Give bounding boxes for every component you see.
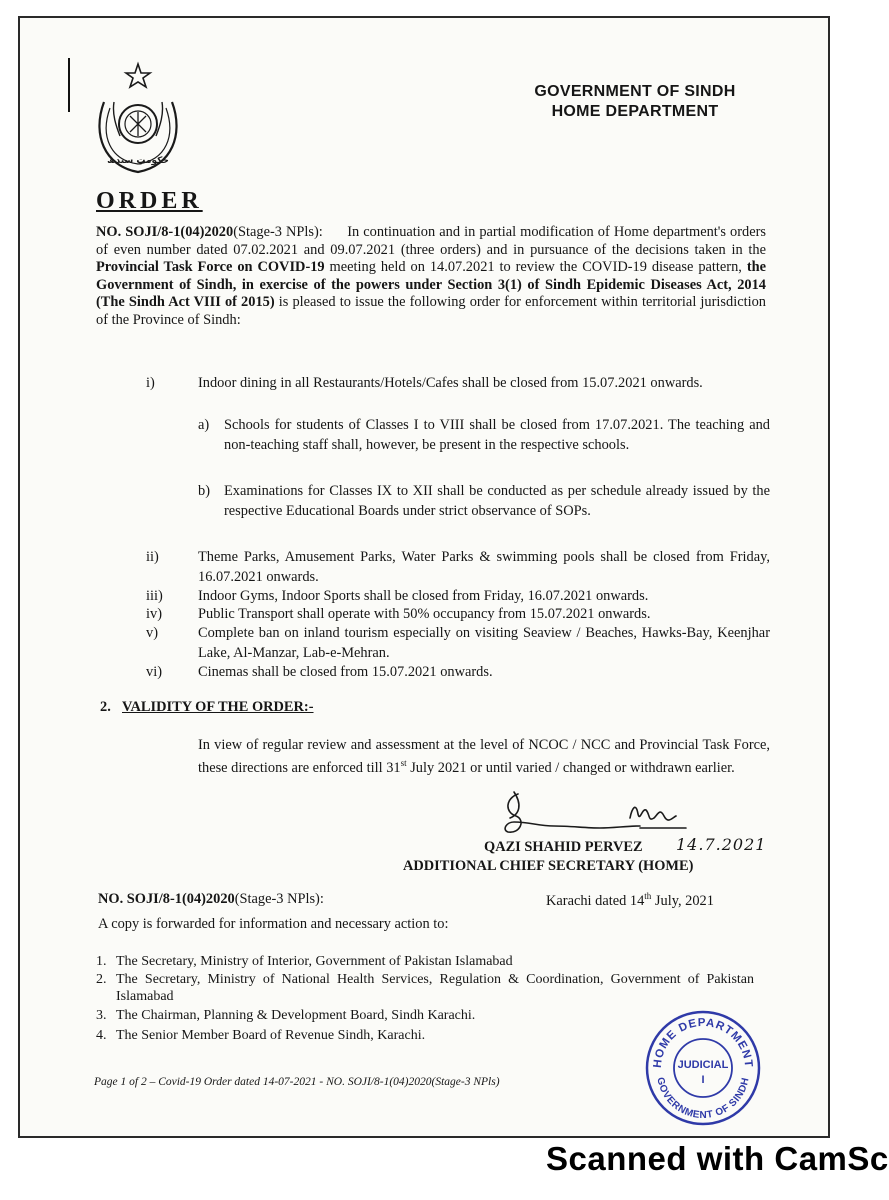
- place-date: Karachi dated 14th July, 2021: [546, 891, 714, 909]
- stamp-top-text: HOME DEPARTMENT: [651, 1016, 755, 1069]
- handwritten-date: 14.7.2021: [676, 835, 767, 854]
- recipient-number: 3.: [96, 1008, 107, 1023]
- margin-mark: [68, 58, 70, 112]
- order-reference: NO. SOJI/8-1(04)2020: [96, 224, 234, 240]
- item-number: vi): [146, 664, 162, 680]
- department-heading: [490, 82, 780, 122]
- recipient-number: 4.: [96, 1028, 107, 1043]
- subitem-number: b): [198, 483, 210, 499]
- item-text: Indoor dining in all Restaurants/Hotels/Cafes shall be closed from 15.07.2021 onwards.: [198, 375, 703, 391]
- page-footer: Page 1 of 2 – Covid-19 Order dated 14-07-2021 - NO. SOJI/8-1(04)2020(Stage-3 NPls): [94, 1076, 500, 1088]
- item-text: Theme Parks, Amusement Parks, Water Parks & swimming pools shall be closed from Friday, 16.07.2021 onwards.: [198, 549, 770, 585]
- stamp-center-label: JUDICIAL: [677, 1059, 729, 1071]
- intro-bold-2: the Government of Sindh, in exercise of the powers under Section 3(1) of Sindh Epidemic Diseases Act, 2014 (The Sindh Act VIII of 2015): [96, 259, 766, 310]
- item-number: i): [146, 375, 155, 391]
- forward-text: A copy is forwarded for information and necessary action to:: [98, 916, 449, 932]
- intro-text-3: is pleased to issue the following order for enforcement within territorial jurisdiction of the Province of Sindh:: [96, 294, 766, 328]
- recipient-text: The Senior Member Board of Revenue Sindh, Karachi.: [116, 1028, 426, 1043]
- item-number: iii): [146, 588, 163, 604]
- intro-text-2: meeting held on 14.07.2021 to review the COVID-19 disease pattern,: [324, 259, 747, 275]
- validity-text: In view of regular review and assessment at the level of NCOC / NCC and Provincial Task Force, these directions are enforced till 31st July 2021 or until varied / changed or withdrawn earlier.: [198, 737, 770, 776]
- document-page: [18, 16, 830, 1138]
- date-superscript: st: [400, 757, 407, 768]
- stamp-bottom-text: GOVERNMENT OF SINDH: [654, 1076, 752, 1122]
- recipient-text: The Secretary, Ministry of Interior, Government of Pakistan Islamabad: [116, 954, 513, 969]
- recipient-text: The Secretary, Ministry of National Health Services, Regulation & Coordination, Government of Pakistan Islamabad: [116, 972, 754, 1004]
- item-number: ii): [146, 549, 159, 565]
- item-number: v): [146, 625, 158, 641]
- item-text: Complete ban on inland tourism especially on visiting Seaview / Beaches, Hawks-Bay, Keenjhar Lake, Al-Manzar, Lab-e-Mehran.: [198, 625, 770, 661]
- judicial-stamp: [643, 1008, 763, 1128]
- stamp-center-number: I: [701, 1074, 705, 1086]
- recipient-text: The Chairman, Planning & Development Board, Sindh Karachi.: [116, 1008, 476, 1023]
- sindh-emblem: [90, 58, 186, 178]
- department-line: HOME DEPARTMENT: [551, 103, 719, 120]
- item-text: Indoor Gyms, Indoor Sports shall be closed from Friday, 16.07.2021 onwards.: [198, 588, 649, 604]
- subitem-text: Schools for students of Classes I to VIII shall be closed from 17.07.2021. The teaching and non-teaching staff shall, however, be present in the respective schools.: [224, 417, 770, 453]
- validity-heading: VALIDITY OF THE ORDER:-: [122, 699, 314, 715]
- government-line: GOVERNMENT OF SINDH: [534, 83, 736, 100]
- signatory-name: QAZI SHAHID PERVEZ: [484, 839, 643, 855]
- recipient-number: 1.: [96, 954, 107, 969]
- order-intro-paragraph: [96, 224, 766, 329]
- copy-reference: NO. SOJI/8-1(04)2020(Stage-3 NPls):: [98, 891, 324, 907]
- intro-text-1: In continuation and in partial modification of Home department's orders of even number dated 07.02.2021 and 09.07.2021 (three orders) and in pursuance of the decisions taken in the: [96, 224, 766, 258]
- order-title: ORDER: [96, 188, 203, 214]
- signatory-designation: ADDITIONAL CHIEF SECRETARY (HOME): [403, 858, 694, 874]
- order-reference-suffix: (Stage-3 NPls):: [233, 224, 323, 240]
- subitem-text: Examinations for Classes IX to XII shall be conducted as per schedule already issued by the respective Educational Boards under strict observance of SOPs.: [224, 483, 770, 519]
- intro-bold-1: Provincial Task Force on COVID-19: [96, 259, 325, 275]
- item-text: Public Transport shall operate with 50% occupancy from 15.07.2021 onwards.: [198, 606, 651, 622]
- subitem-number: a): [198, 417, 210, 433]
- validity-number: 2.: [100, 699, 111, 715]
- scanner-watermark: Scanned with CamSc: [546, 1140, 889, 1177]
- item-number: iv): [146, 606, 162, 622]
- item-text: Cinemas shall be closed from 15.07.2021 onwards.: [198, 664, 493, 680]
- recipient-number: 2.: [96, 972, 107, 987]
- emblem-script: حکومتِ سندھ: [107, 156, 169, 166]
